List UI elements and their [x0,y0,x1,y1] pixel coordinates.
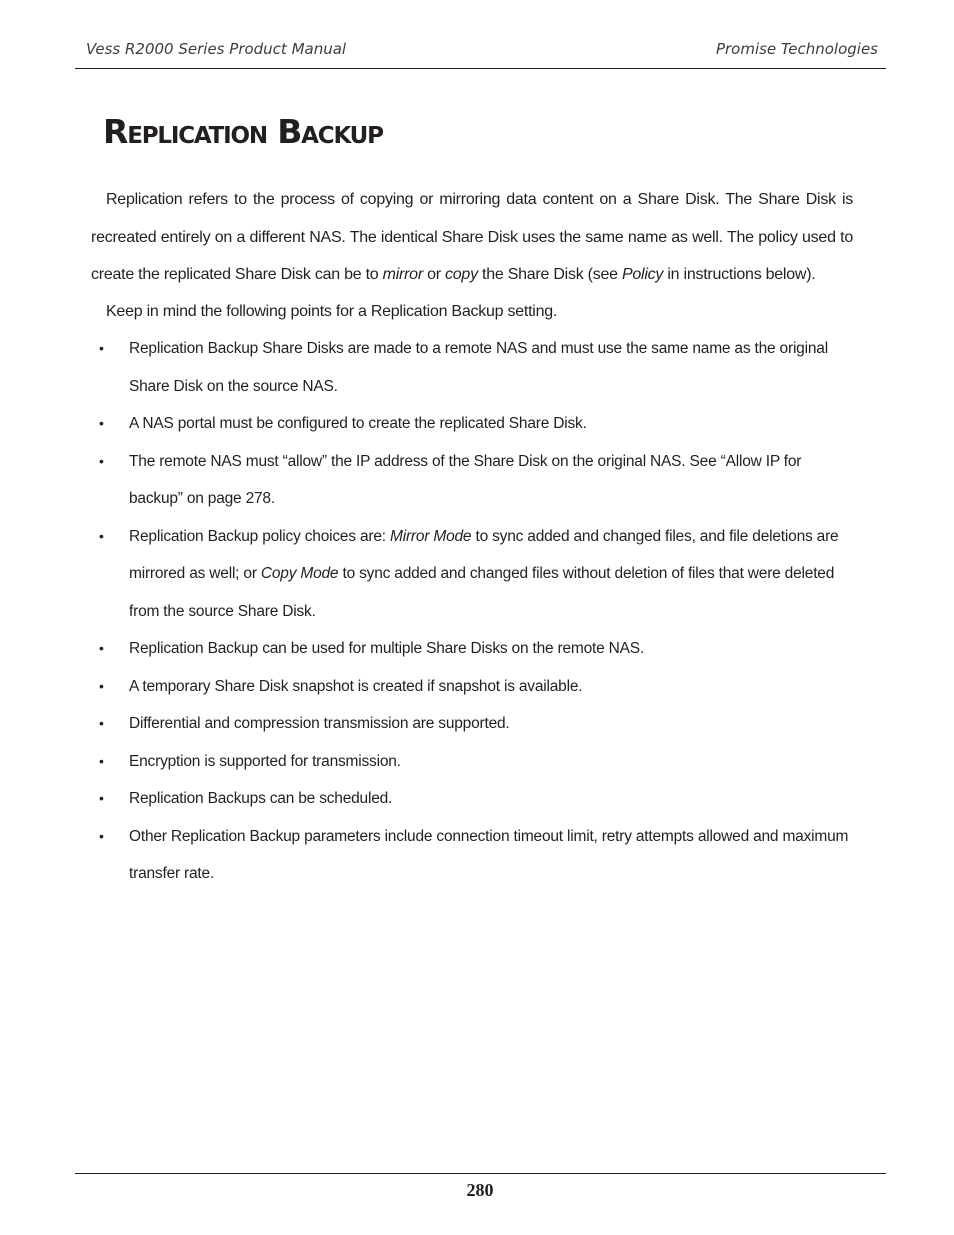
list-item-text: Replication Backups can be scheduled. [129,790,393,807]
bullet-icon: • [99,752,104,769]
list-item-text: Differential and compression transmission are supported. [129,715,510,732]
list-item [99,780,859,818]
list-item-text: to sync added and changed files without deletion of files that were deleted from the source Share Disk. [129,565,835,620]
list-item-text: A NAS portal must be configured to create the replicated Share Disk. [129,415,587,432]
list-item-text: Replication Backup Share Disks are made to a remote NAS and must use the same name as the original Share Disk on the source NAS. [129,340,828,395]
bullet-icon: • [99,340,104,356]
bullet-icon: • [99,415,104,431]
bullet-icon: • [99,790,104,806]
list-item [99,330,859,405]
copy-term: copy [445,266,478,283]
list-item-text: Encryption is supported for transmission. [129,752,401,770]
manual-title: Vess R2000 Series Product Manual [86,40,347,58]
points-list [99,330,859,893]
list-item [99,443,859,518]
list-item-text: Replication Backup can be used for multiple Share Disks on the remote NAS. [129,640,645,657]
mirror-mode-term: Mirror Mode [390,527,472,545]
list-item [99,818,859,893]
list-item-text: to sync added and changed files, and file deletions are mirrored as well; or [129,527,839,582]
mirror-term: mirror [382,266,423,283]
bullet-icon: • [99,527,104,544]
bullet-icon: • [99,677,104,694]
section-title: Replication Backup [103,112,383,151]
list-item-text: Other Replication Backup parameters include connection timeout limit, retry attempts allowed and maximum transfer rate. [129,827,849,882]
footer-divider [75,1173,886,1174]
keep-in-mind-paragraph: Keep in mind the following points for a Replication Backup setting. [106,303,558,320]
page-header [75,38,886,69]
bullet-icon: • [99,452,104,469]
list-item [99,705,859,743]
intro-text-1: Replication refers to the process of copying or mirroring data content on a Share Disk. The Share Disk is recreated entirely on a different NAS. The identical Share Disk uses the same name as well. The policy used to create the replicated Share Disk can be to [91,191,853,283]
list-item-text: A temporary Share Disk snapshot is created if snapshot is available. [129,677,583,695]
bullet-icon: • [99,827,104,844]
policy-term: Policy [621,266,664,283]
intro-paragraph [91,181,853,294]
list-item [99,743,859,781]
intro-text-2: or [422,266,446,283]
list-item [99,518,859,631]
bullet-icon: • [99,640,104,656]
page-number: 280 [466,1180,494,1200]
intro-text-3: the Share Disk (see [477,266,622,283]
list-item-text: Replication Backup policy choices are: [129,527,391,545]
list-item [99,630,859,668]
list-item [99,668,859,706]
copy-mode-term: Copy Mode [260,565,339,582]
intro-text-4: in instructions below). [663,266,816,283]
bullet-icon: • [99,715,104,731]
list-item [99,405,859,443]
company-name: Promise Technologies [715,40,878,58]
list-item-text: The remote NAS must “allow” the IP address of the Share Disk on the original NAS. See “Allow IP for backup” on page 278. [129,452,802,507]
